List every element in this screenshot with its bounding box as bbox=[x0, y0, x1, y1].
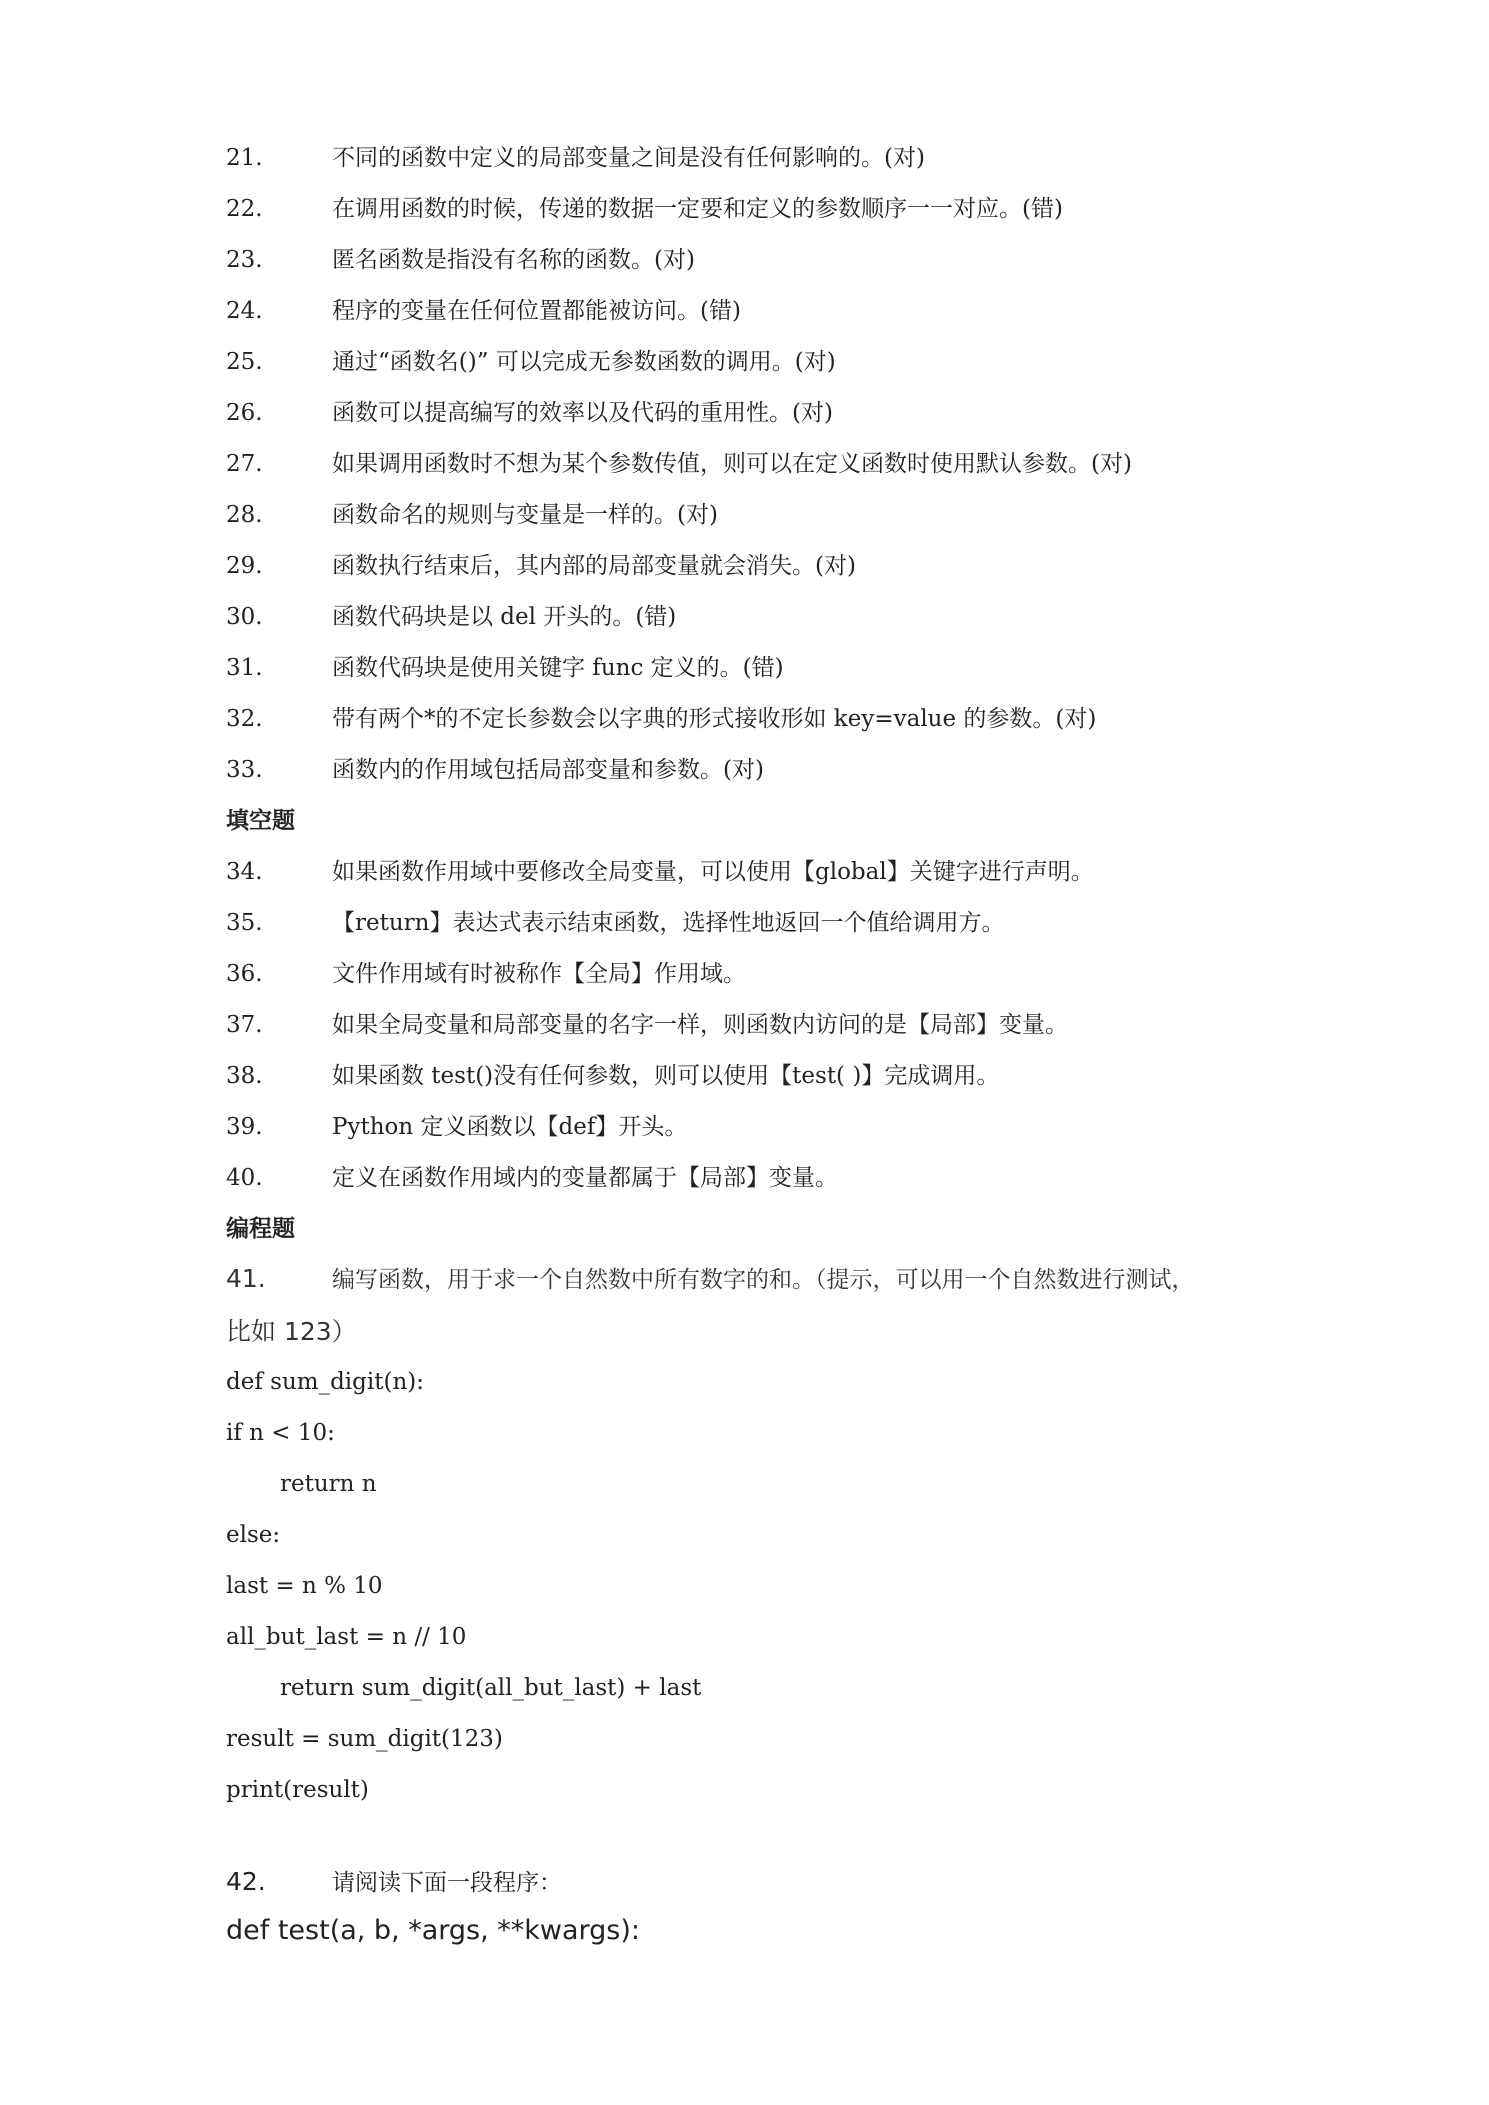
question-35: 35. 【return】表达式表示结束函数，选择性地返回一个值给调用方。 bbox=[226, 910, 1005, 936]
code-line: def test(a, b, *args, **kwargs): bbox=[226, 1915, 641, 1946]
question-29: 29. 函数执行结束后，其内部的局部变量就会消失。(对) bbox=[226, 553, 856, 579]
question-36: 36. 文件作用域有时被称作【全局】作用域。 bbox=[226, 961, 746, 987]
question-34: 34. 如果函数作用域中要修改全局变量，可以使用【global】关键字进行声明。 bbox=[226, 859, 1094, 885]
question-41-line-1: 41. 编写函数，用于求一个自然数中所有数字的和。（提示，可以用一个自然数进行测试， bbox=[226, 1264, 1195, 1293]
question-37: 37. 如果全局变量和局部变量的名字一样，则函数内访问的是【局部】变量。 bbox=[226, 1012, 1068, 1038]
code-line: if n < 10: bbox=[226, 1420, 335, 1446]
question-21: 21. 不同的函数中定义的局部变量之间是没有任何影响的。(对) bbox=[226, 145, 925, 171]
question-41 bbox=[226, 1253, 1336, 1358]
code-line: last = n % 10 bbox=[226, 1573, 383, 1599]
question-28: 28. 函数命名的规则与变量是一样的。(对) bbox=[226, 502, 718, 528]
question-25: 25. 通过“函数名()” 可以完成无参数函数的调用。(对) bbox=[226, 349, 836, 375]
question-23: 23. 匿名函数是指没有名称的函数。(对) bbox=[226, 247, 695, 273]
question-31: 31. 函数代码块是使用关键字 func 定义的。(错) bbox=[226, 655, 784, 681]
code-line: else: bbox=[226, 1522, 281, 1548]
question-27: 27. 如果调用函数时不想为某个参数传值，则可以在定义函数时使用默认参数。(对) bbox=[226, 451, 1132, 477]
fill-blank-heading: 填空题 bbox=[226, 808, 295, 834]
question-41-line-2: 比如 123） bbox=[226, 1317, 357, 1346]
question-22: 22. 在调用函数的时候，传递的数据一定要和定义的参数顺序一一对应。(错) bbox=[226, 196, 1063, 222]
question-24: 24. 程序的变量在任何位置都能被访问。(错) bbox=[226, 298, 741, 324]
code-line: def sum_digit(n): bbox=[226, 1369, 424, 1395]
question-30: 30. 函数代码块是以 del 开头的。(错) bbox=[226, 604, 677, 630]
question-42: 42. 请阅读下面一段程序： bbox=[226, 1867, 562, 1896]
code-line: print(result) bbox=[226, 1777, 369, 1803]
code-line: return n bbox=[280, 1471, 377, 1497]
code-line: all_but_last = n // 10 bbox=[226, 1624, 467, 1650]
question-32: 32. 带有两个*的不定长参数会以字典的形式接收形如 key=value 的参数。(对) bbox=[226, 706, 1097, 732]
question-38: 38. 如果函数 test()没有任何参数，则可以使用【test( )】完成调用。 bbox=[226, 1063, 1000, 1089]
code-line: result = sum_digit(123) bbox=[226, 1726, 503, 1752]
code-line: return sum_digit(all_but_last) + last bbox=[280, 1675, 702, 1701]
question-26: 26. 函数可以提高编写的效率以及代码的重用性。(对) bbox=[226, 400, 833, 426]
programming-heading: 编程题 bbox=[226, 1216, 295, 1242]
question-33: 33. 函数内的作用域包括局部变量和参数。(对) bbox=[226, 757, 764, 783]
question-40: 40. 定义在函数作用域内的变量都属于【局部】变量。 bbox=[226, 1165, 838, 1191]
question-39: 39. Python 定义函数以【def】开头。 bbox=[226, 1114, 688, 1140]
